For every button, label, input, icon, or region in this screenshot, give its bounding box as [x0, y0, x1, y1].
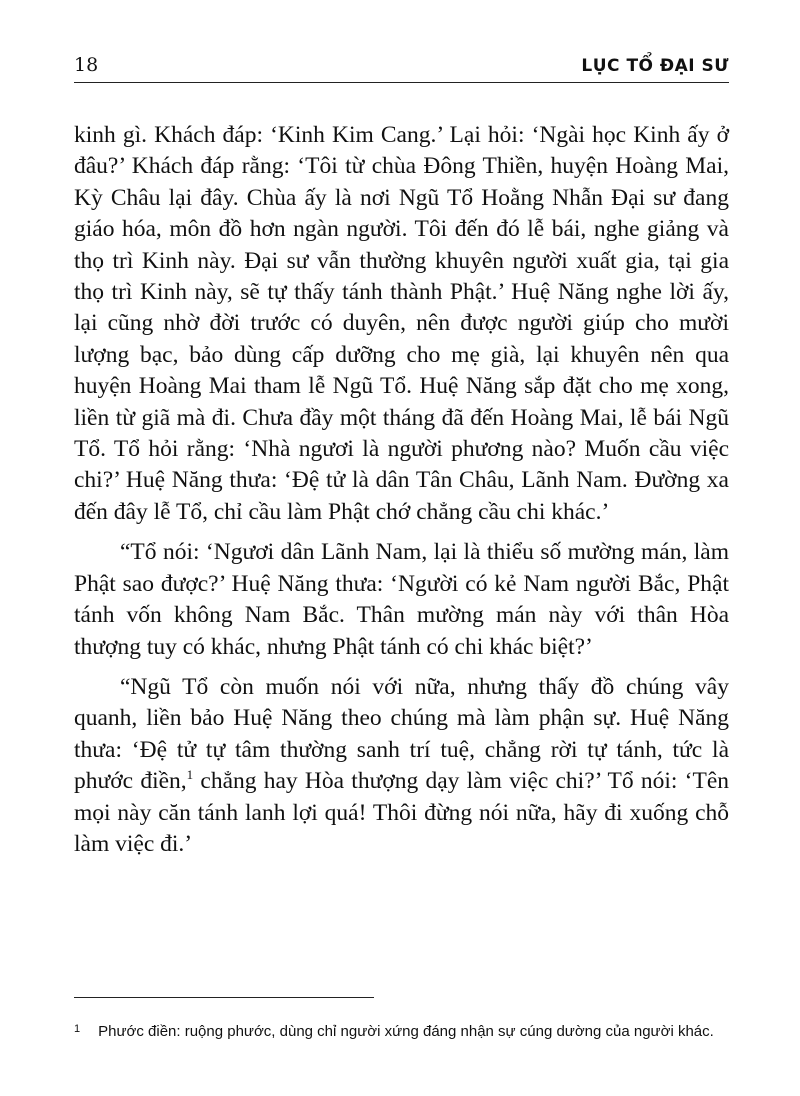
- paragraph-3-part-1: “Ngũ Tổ còn muốn nói với nữa, nhưng thấy đồ chúng vây quanh, liền bảo Huệ Năng theo chúng mà làm phận sự. Huệ Năng thưa: ‘Đệ tử tự tâm thường sanh trí tuệ, chẳng rời tự tánh, tức là phước điền,: [74, 673, 729, 795]
- page-header: [74, 52, 729, 82]
- paragraph-3: [74, 672, 729, 860]
- footnote: [74, 1021, 734, 1043]
- footnote-reference: 1: [186, 767, 194, 783]
- footnote-rule: [74, 997, 374, 998]
- header-rule: [74, 82, 729, 83]
- body-text: [74, 120, 729, 860]
- footnote-marker: 1: [74, 1023, 81, 1035]
- paragraph-3-part-2: chẳng hay Hòa thượng dạy làm việc chi?’ Tổ nói: ‘Tên mọi này căn tánh lanh lợi quá! Thôi đừng nói nữa, hãy đi xuống chỗ làm việc đi.’: [74, 768, 730, 857]
- paragraph-1: kinh gì. Khách đáp: ‘Kinh Kim Cang.’ Lại hỏi: ‘Ngài học Kinh ấy ở đâu?’ Khách đáp rằng: ‘Tôi từ chùa Đông Thiền, huyện Hoàng Mai, Kỳ Châu lại đây. Chùa ấy là nơi Ngũ Tổ Hoằng Nhẫn Đại sư đang giáo hóa, môn đồ hơn ngàn người. Tôi đến đó lễ bái, nghe giảng và thọ trì Kinh này. Đại sư vẫn thường khuyên người xuất gia, tại gia thọ trì Kinh này, sẽ tự thấy tánh thành Phật.’ Huệ Năng nghe lời ấy, lại cũng nhờ đời trước có duyên, nên được người giúp cho mười lượng bạc, bảo dùng cấp dưỡng cho mẹ già, lại khuyên nên qua huyện Hoàng Mai tham lễ Ngũ Tổ. Huệ Năng sắp đặt cho mẹ xong, liền từ giã mà đi. Chưa đầy một tháng đã đến Hoàng Mai, lễ bái Ngũ Tổ. Tổ hỏi rằng: ‘Nhà ngươi là người phương nào? Muốn cầu việc chi?’ Huệ Năng thưa: ‘Đệ tử là dân Tân Châu, Lãnh Nam. Đường xa đến đây lễ Tổ, chỉ cầu làm Phật chớ chẳng cầu chi khác.’: [74, 122, 729, 525]
- paragraph-2: “Tổ nói: ‘Ngươi dân Lãnh Nam, lại là thiểu số mường mán, làm Phật sao được?’ Huệ Năng thưa: ‘Người có kẻ Nam người Bắc, Phật tánh vốn không Nam Bắc. Thân mường mán này với thân Hòa thượng tuy có khác, nhưng Phật tánh có chi khác biệt?’: [74, 539, 729, 660]
- footnote-text: Phước điền: ruộng phước, dùng chỉ người xứng đáng nhận sự cúng dường của người khác.: [98, 1023, 714, 1040]
- running-title: LỤC TỔ ĐẠI SƯ: [581, 56, 729, 76]
- page-number: 18: [74, 54, 99, 76]
